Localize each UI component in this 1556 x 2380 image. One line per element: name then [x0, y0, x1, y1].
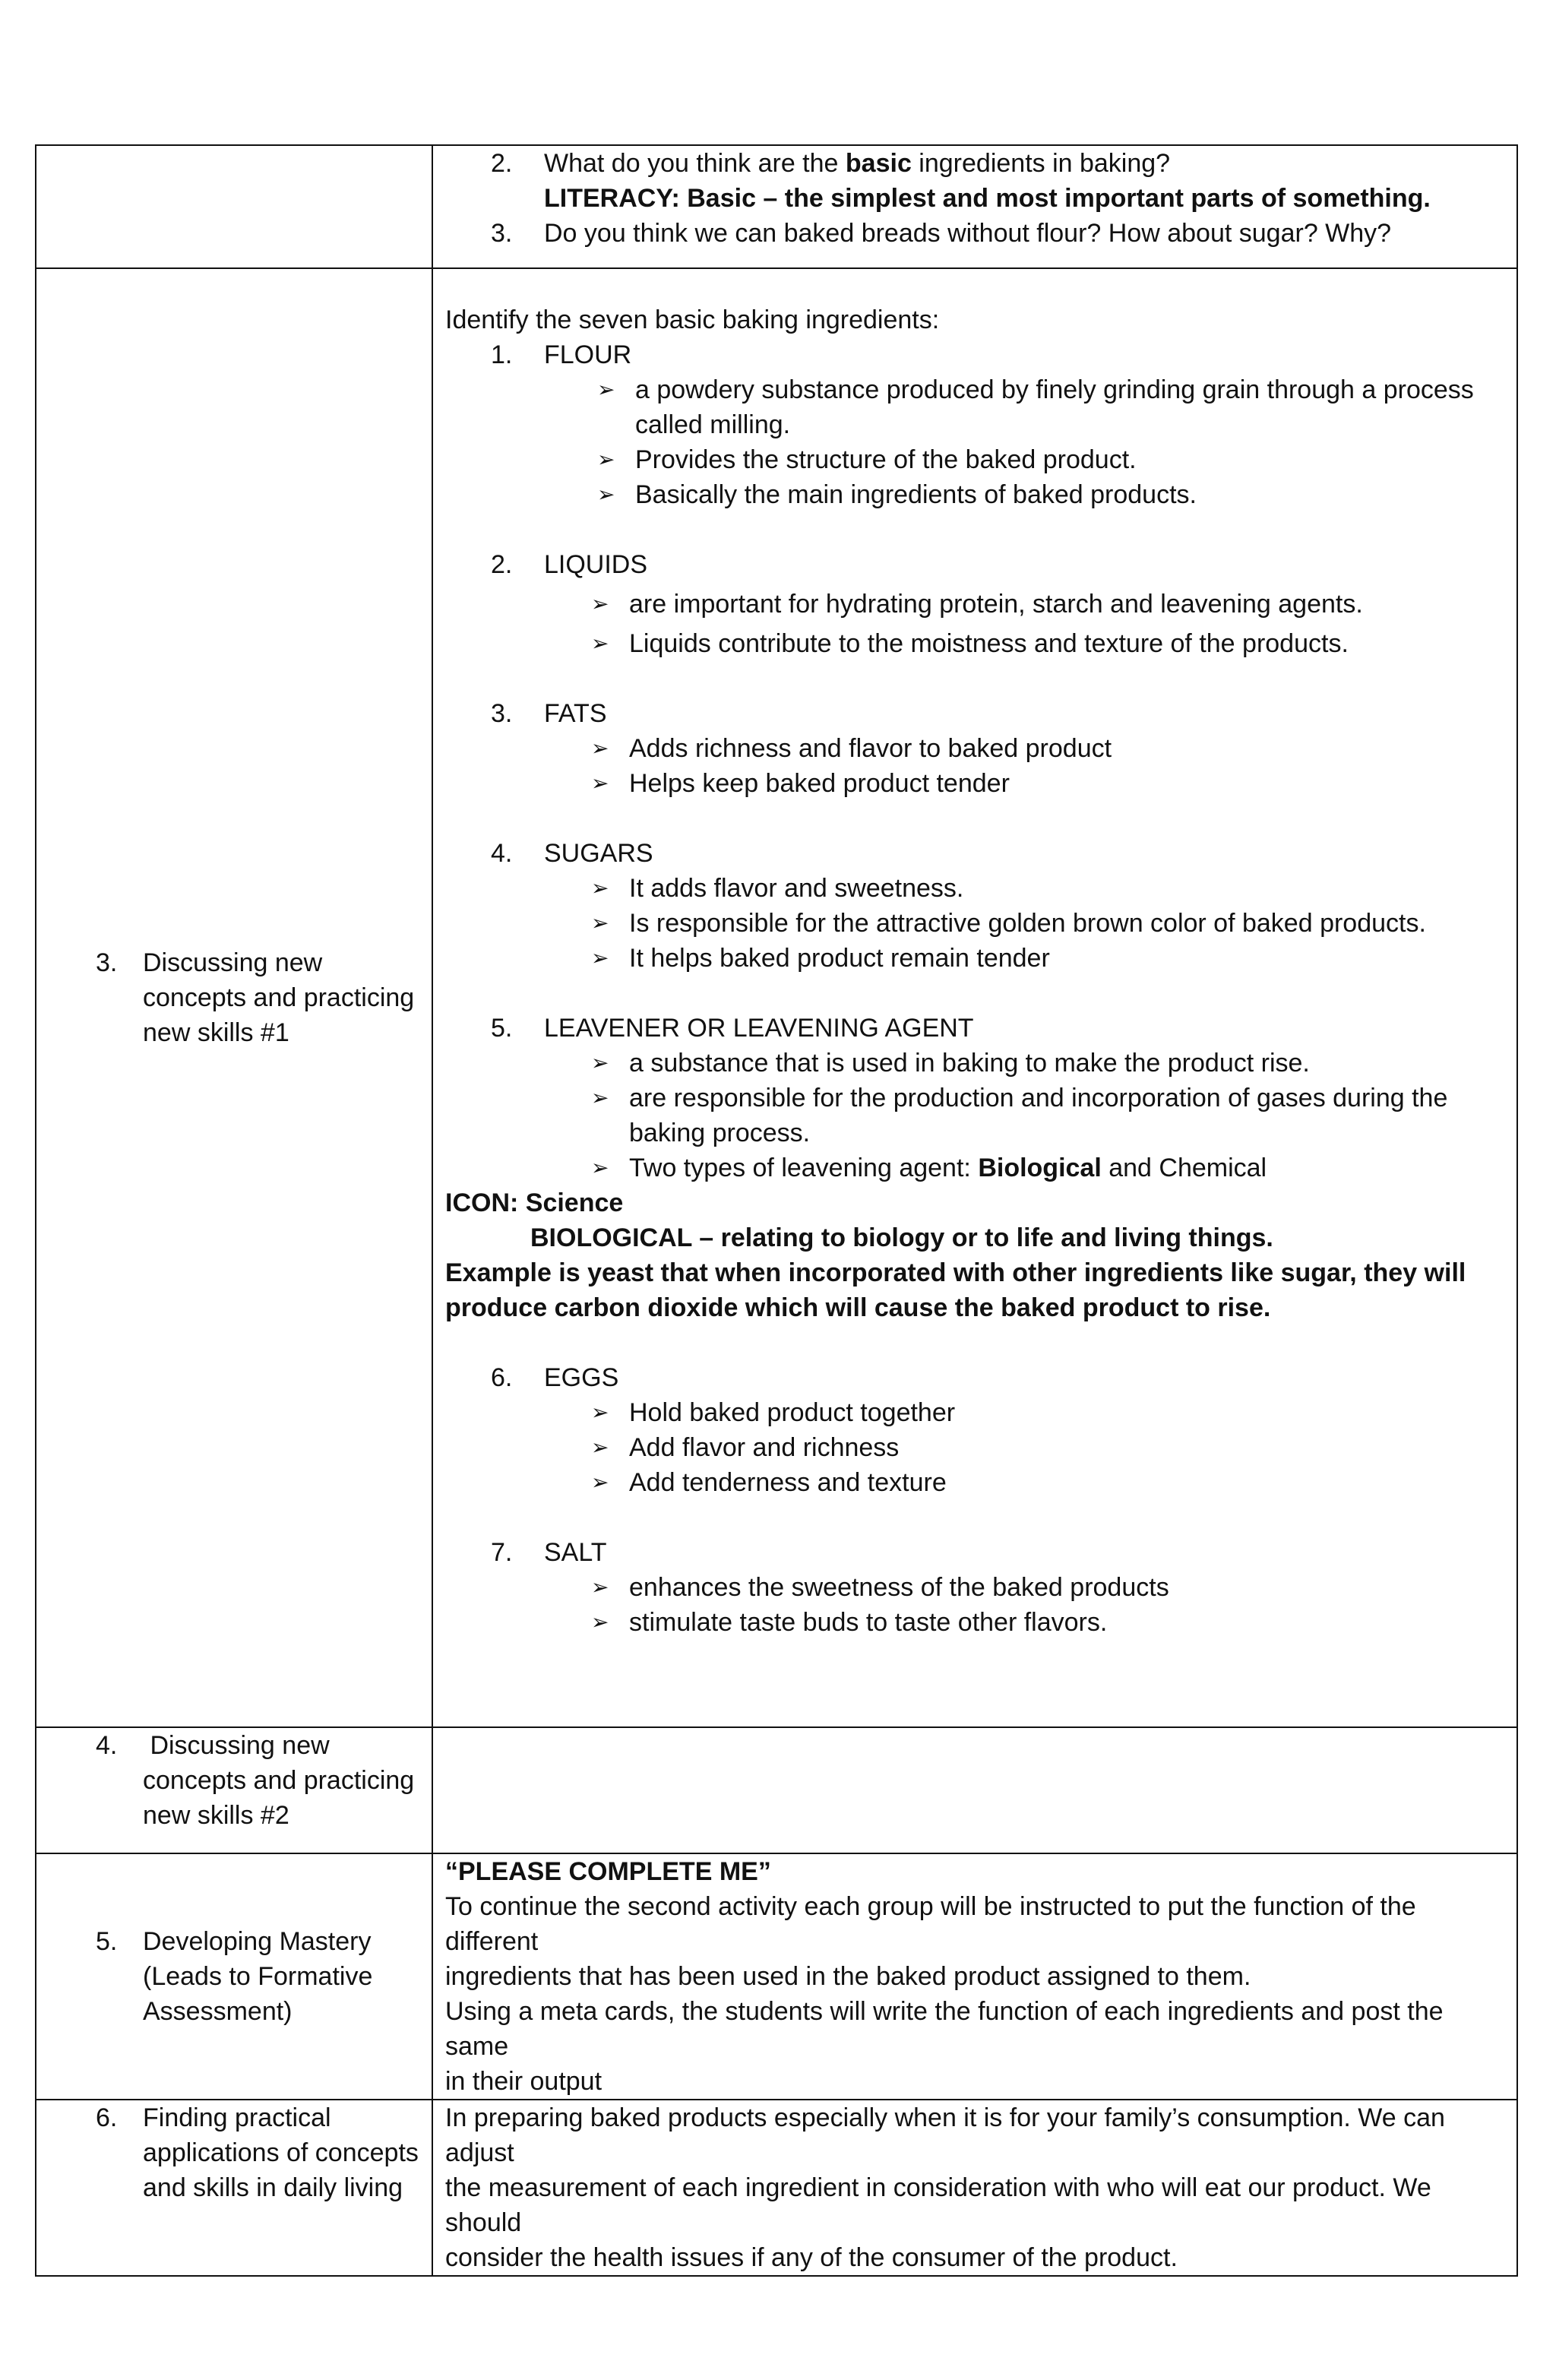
bullet-text: enhances the sweetness of the baked products: [629, 1573, 1169, 1602]
ingredient-title: FLOUR: [544, 340, 632, 369]
list-number: 2.: [491, 149, 513, 178]
list-number: 6.: [491, 1363, 513, 1392]
arrow-bullet-icon: ➢: [591, 1085, 609, 1110]
table-row: [36, 145, 1517, 268]
arrow-bullet-icon: ➢: [591, 1400, 609, 1425]
application-text: the measurement of each ingredient in consideration with who will eat our product. We should: [445, 2173, 1431, 2237]
example-line: Example is yeast that when incorporated with other ingredients like sugar, they will: [445, 1258, 1466, 1287]
table-row: [36, 2100, 1517, 2276]
row-label-line: concepts and practicing: [143, 1766, 415, 1795]
bullet-item: [445, 1046, 1504, 1081]
bullet-text: Provides the structure of the baked product.: [635, 445, 1137, 474]
bullet-text: It adds flavor and sweetness.: [629, 874, 964, 903]
list-number: 2.: [491, 550, 513, 579]
ingredient-heading: [445, 696, 1504, 731]
bullet-item: [445, 1430, 1504, 1465]
activity-text: Using a meta cards, the students will write the function of each ingredients and post the same: [445, 1997, 1444, 2061]
bullet-item: [445, 1395, 1504, 1430]
bullet-item: [445, 1465, 1504, 1500]
row-label: [36, 1728, 432, 1833]
row-number: 5.: [96, 1927, 118, 1956]
row-label-line: (Leads to Formative: [143, 1962, 373, 1991]
bullet-text: called milling.: [635, 410, 791, 439]
row-label-line: applications of concepts: [143, 2138, 419, 2167]
bullet-item: [445, 372, 1504, 407]
bullet-item: [445, 442, 1504, 477]
ingredient-heading: [445, 1535, 1504, 1570]
arrow-bullet-icon: ➢: [591, 910, 609, 935]
bullet-text: Is responsible for the attractive golden brown color of baked products.: [629, 909, 1426, 938]
ingredient-title: SALT: [544, 1538, 607, 1567]
bullet-item: [445, 1605, 1504, 1640]
bullet-text: and Chemical: [1101, 1154, 1267, 1182]
row-content-cell: [432, 145, 1517, 268]
arrow-bullet-icon: ➢: [597, 482, 615, 507]
row-label-line: and skills in daily living: [143, 2173, 403, 2202]
arrow-bullet-icon: ➢: [591, 736, 609, 761]
ingredient-heading: [445, 836, 1504, 871]
ingredient-title: EGGS: [544, 1363, 619, 1392]
row-label-line: Developing Mastery: [143, 1927, 372, 1956]
row-label-line: Assessment): [143, 1997, 293, 2026]
arrow-bullet-icon: ➢: [591, 1575, 609, 1600]
arrow-bullet-icon: ➢: [597, 447, 615, 472]
table-row: [36, 1853, 1517, 2100]
icon-science-label: ICON: Science: [445, 1188, 624, 1217]
bullet-item: [445, 871, 1504, 906]
bullet-item: [445, 587, 1504, 622]
example-line: produce carbon dioxide which will cause the baked product to rise.: [445, 1293, 1271, 1322]
literacy-text: LITERACY: Basic – the simplest and most important parts of something.: [544, 184, 1431, 213]
question-3: [445, 216, 1504, 251]
row-content-cell: [432, 1727, 1517, 1853]
ingredient-title: FATS: [544, 699, 607, 728]
ingredient-heading: [445, 337, 1504, 372]
bullet-text: are important for hydrating protein, starch and leavening agents.: [629, 590, 1363, 619]
bullet-text: Add flavor and richness: [629, 1433, 900, 1462]
bullet-text: Liquids contribute to the moistness and texture of the products.: [629, 629, 1349, 658]
row-content-cell: [432, 2100, 1517, 2276]
question-bold-word: basic: [845, 149, 912, 178]
table-row: [36, 268, 1517, 1727]
literacy-note: [445, 181, 1504, 216]
ingredient-heading: [445, 1011, 1504, 1046]
application-text: consider the health issues if any of the consumer of the product.: [445, 2243, 1178, 2272]
question-2: [445, 146, 1504, 181]
arrow-bullet-icon: ➢: [591, 875, 609, 900]
arrow-bullet-icon: ➢: [591, 1155, 609, 1180]
bullet-text: It helps baked product remain tender: [629, 944, 1050, 973]
bullet-continuation: [445, 407, 1504, 442]
ingredient-heading: [445, 547, 1504, 582]
row-label-cell: [36, 1853, 432, 2100]
bullet-item: [445, 626, 1504, 661]
arrow-bullet-icon: ➢: [591, 1609, 609, 1635]
row-label-cell: [36, 268, 432, 1727]
bullet-text: Add tenderness and texture: [629, 1468, 947, 1497]
bullet-item: [445, 941, 1504, 976]
arrow-bullet-icon: ➢: [591, 945, 609, 970]
table-row: [36, 1727, 1517, 1853]
arrow-bullet-icon: ➢: [591, 1050, 609, 1075]
activity-heading: “PLEASE COMPLETE ME”: [445, 1857, 771, 1886]
bullet-item: [445, 766, 1504, 801]
application-text: In preparing baked products especially when it is for your family’s consumption. We can adjust: [445, 2103, 1445, 2167]
ingredient-title: LEAVENER OR LEAVENING AGENT: [544, 1014, 974, 1043]
row-number: 4.: [96, 1731, 118, 1760]
row-label: [36, 1924, 432, 2029]
row-label-line: new skills #2: [143, 1801, 289, 1830]
row-label-cell: [36, 2100, 432, 2276]
bullet-text: stimulate taste buds to taste other flavors.: [629, 1608, 1108, 1637]
bullet-bold-word: Biological: [978, 1154, 1102, 1182]
activity-text: ingredients that has been used in the baked product assigned to them.: [445, 1962, 1251, 1991]
arrow-bullet-icon: ➢: [591, 1470, 609, 1495]
row-label-cell: [36, 1727, 432, 1853]
bullet-text: are responsible for the production and incorporation of gases during the: [629, 1084, 1448, 1112]
bullet-item: [445, 1150, 1504, 1185]
ingredient-heading: [445, 1360, 1504, 1395]
biological-definition: BIOLOGICAL – relating to biology or to life and living things.: [530, 1223, 1273, 1252]
list-number: 4.: [491, 839, 513, 868]
row-label-line: Finding practical: [143, 2103, 331, 2132]
ingredient-title: SUGARS: [544, 839, 653, 868]
bullet-item: [445, 1570, 1504, 1605]
row-number: 6.: [96, 2103, 118, 2132]
bullet-item: [445, 1081, 1504, 1116]
bullet-text: Two types of leavening agent:: [629, 1154, 979, 1182]
question-text: Do you think we can baked breads without flour? How about sugar? Why?: [544, 219, 1392, 248]
question-text: What do you think are the: [544, 149, 846, 178]
bullet-text: Hold baked product together: [629, 1398, 956, 1427]
list-number: 1.: [491, 340, 513, 369]
bullet-text: Basically the main ingredients of baked products.: [635, 480, 1197, 509]
bullet-text: a powdery substance produced by finely grinding grain through a process: [635, 375, 1474, 404]
row-label: [36, 2100, 432, 2205]
row-content-cell: [432, 268, 1517, 1727]
arrow-bullet-icon: ➢: [591, 1435, 609, 1460]
arrow-bullet-icon: ➢: [591, 591, 609, 616]
bullet-text: a substance that is used in baking to make the product rise.: [629, 1049, 1310, 1078]
bullet-text: baking process.: [629, 1119, 811, 1147]
bullet-text: Helps keep baked product tender: [629, 769, 1010, 798]
bullet-text: Adds richness and flavor to baked product: [629, 734, 1112, 763]
row-label: [36, 945, 432, 1050]
row-content-cell: [432, 1853, 1517, 2100]
row-label-line: Discussing new: [143, 1731, 330, 1760]
bullet-item: [445, 906, 1504, 941]
ingredient-title: LIQUIDS: [544, 550, 648, 579]
arrow-bullet-icon: ➢: [591, 771, 609, 796]
list-number: 3.: [491, 219, 513, 248]
row-number: 3.: [96, 948, 118, 977]
arrow-bullet-icon: ➢: [597, 377, 615, 402]
lesson-plan-table: [35, 144, 1518, 2277]
activity-text: To continue the second activity each group will be instructed to put the function of the different: [445, 1892, 1416, 1956]
bullet-item: [445, 477, 1504, 512]
row-label-line: new skills #1: [143, 1018, 289, 1047]
list-number: 3.: [491, 699, 513, 728]
question-text: ingredients in baking?: [911, 149, 1171, 178]
row-label-cell: [36, 145, 432, 268]
bullet-continuation: [445, 1116, 1504, 1150]
row-label-line: concepts and practicing: [143, 983, 415, 1012]
list-number: 7.: [491, 1538, 513, 1567]
bullet-item: [445, 731, 1504, 766]
activity-text: in their output: [445, 2067, 602, 2096]
list-number: 5.: [491, 1014, 513, 1043]
section-intro: Identify the seven basic baking ingredients:: [445, 305, 940, 334]
arrow-bullet-icon: ➢: [591, 631, 609, 656]
row-label-line: Discussing new: [143, 948, 323, 977]
